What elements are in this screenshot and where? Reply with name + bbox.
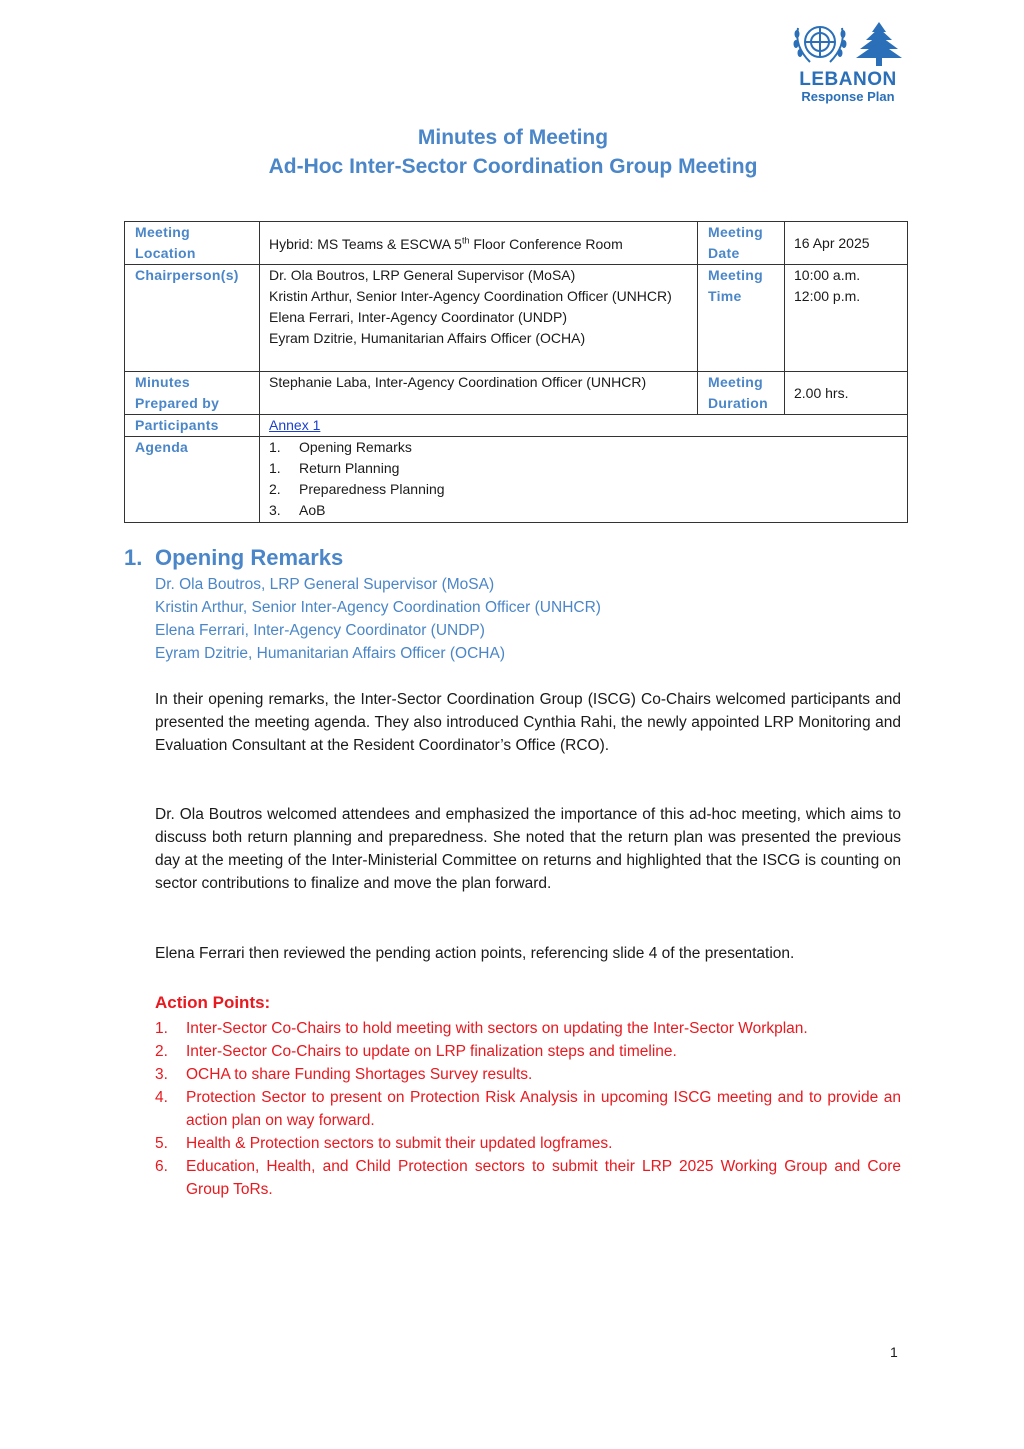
time-end: 12:00 p.m. [794, 288, 861, 304]
agenda-item: 1. Opening Remarks [269, 439, 412, 455]
document-title: Minutes of Meeting [417, 126, 609, 149]
chairperson-line: Dr. Ola Boutros, LRP General Supervisor (MoSA) [269, 267, 576, 283]
presenter: Eyram Dzitrie, Humanitarian Affairs Officer (OCHA) [155, 645, 505, 662]
action-point: 5. Health & Protection sectors to submit their updated logframes. [155, 1135, 613, 1152]
page-number: 1 [890, 1344, 898, 1360]
time-start: 10:00 a.m. [794, 267, 861, 283]
action-point: 2. Inter-Sector Co-Chairs to update on LRP finalization steps and timeline. [155, 1043, 677, 1060]
table-row [125, 222, 908, 265]
lebanon-response-plan-logo [788, 18, 906, 108]
agenda-item: 3. AoB [269, 502, 326, 518]
action-points-heading: Action Points: [155, 993, 271, 1012]
date-value: 16 Apr 2025 [785, 222, 908, 265]
prepared-by-value: Stephanie Laba, Inter-Agency Coordination Officer (UNHCR) [260, 372, 698, 415]
table-row [125, 265, 908, 372]
paragraph: Dr. Ola Boutros welcomed attendees and emphasized the importance of this ad-hoc meeting, which aims to discuss both return planning and preparedness. She noted that the return plan was presented the previous day at the meeting of the Inter-Ministerial Committee on returns and highlighted that the ISCG is counting on sector contributions to finalize and move the plan forward. [155, 806, 901, 892]
chairperson-line: Eyram Dzitrie, Humanitarian Affairs Officer (OCHA) [269, 330, 586, 346]
annex-1-link[interactable]: Annex 1 [269, 417, 321, 433]
presenters-list [155, 573, 601, 665]
document-subtitle: Ad-Hoc Inter-Sector Coordination Group Meeting [268, 155, 758, 178]
table-row [125, 415, 908, 437]
presenter: Elena Ferrari, Inter-Agency Coordinator (UNDP) [155, 622, 485, 639]
time-value [785, 265, 908, 372]
time-label: Meeting Time [698, 265, 785, 372]
logo-subtitle: Response Plan [801, 89, 895, 104]
agenda-label: Agenda [125, 437, 260, 523]
action-points-list [155, 1017, 901, 1201]
chairperson-label: Chairperson(s) [125, 265, 260, 372]
action-point: 4. Protection Sector to present on Protection Risk Analysis in upcoming ISCG meeting and to provide an action plan on way forward. [155, 1089, 901, 1129]
cedar-tree-icon [854, 20, 904, 68]
location-text: Hybrid: MS Teams & ESCWA 5th Floor Conference Room [269, 235, 623, 253]
chairperson-value [260, 265, 698, 372]
duration-value: 2.00 hrs. [785, 372, 908, 415]
un-emblem-icon [790, 18, 850, 70]
section-heading-opening-remarks [124, 544, 343, 572]
participants-value [260, 415, 908, 437]
table-row [125, 372, 908, 415]
location-value [260, 222, 698, 265]
presenter: Dr. Ola Boutros, LRP General Supervisor (MoSA) [155, 576, 495, 593]
paragraph: In their opening remarks, the Inter-Sector Coordination Group (ISCG) Co-Chairs welcomed participants and presented the meeting agenda. They also introduced Cynthia Rahi, the newly appointed LRP Monitoring and Evaluation Consultant at the Resident Coordinator’s Office (RCO). [155, 691, 901, 754]
logo-title: LEBANON [799, 69, 897, 90]
action-point: 6. Education, Health, and Child Protection sectors to submit their LRP 2025 Working Group and Core Group ToRs. [155, 1158, 901, 1198]
section-title: Opening Remarks [155, 545, 344, 570]
participants-label: Participants [125, 415, 260, 437]
date-label: Meeting Date [698, 222, 785, 265]
location-label: Meeting Location [125, 222, 260, 265]
section-number: 1. [124, 545, 143, 570]
chairperson-line: Elena Ferrari, Inter-Agency Coordinator (UNDP) [269, 309, 567, 325]
prepared-by-label: Minutes Prepared by [125, 372, 260, 415]
presenter: Kristin Arthur, Senior Inter-Agency Coordination Officer (UNHCR) [155, 599, 601, 616]
paragraph: Elena Ferrari then reviewed the pending action points, referencing slide 4 of the presentation. [155, 945, 795, 962]
duration-label: Meeting Duration [698, 372, 785, 415]
meeting-info-table [124, 221, 908, 523]
agenda-item: 1. Return Planning [269, 460, 400, 476]
agenda-value [260, 437, 908, 523]
agenda-item: 2. Preparedness Planning [269, 481, 445, 497]
action-point: 3. OCHA to share Funding Shortages Survey results. [155, 1066, 533, 1083]
action-point: 1. Inter-Sector Co-Chairs to hold meeting with sectors on updating the Inter-Sector Workplan. [155, 1020, 808, 1037]
table-row [125, 437, 908, 523]
chairperson-line: Kristin Arthur, Senior Inter-Agency Coordination Officer (UNHCR) [269, 288, 672, 304]
